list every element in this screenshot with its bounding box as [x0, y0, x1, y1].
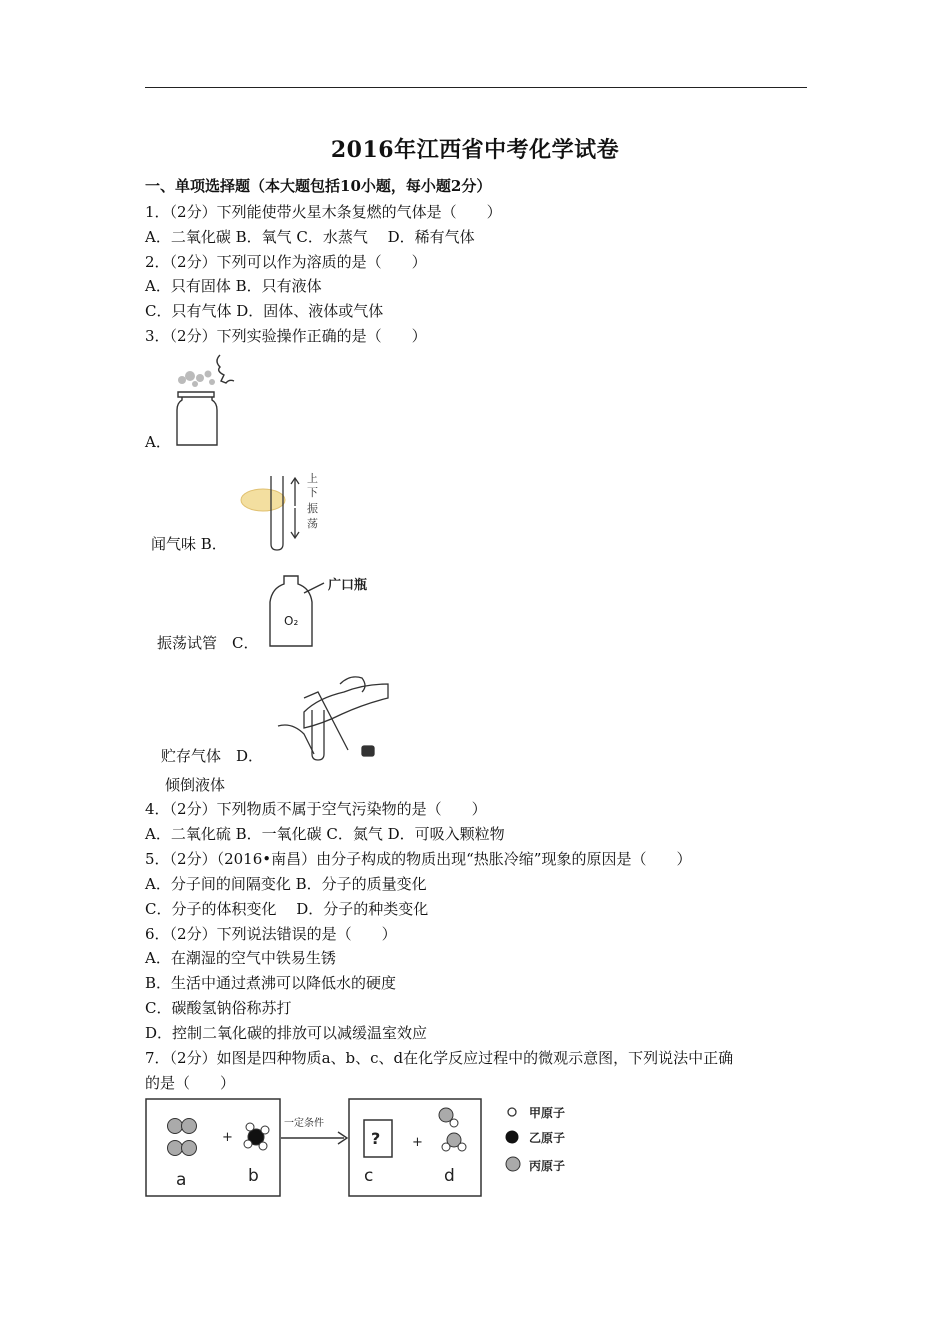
q6-option-c: C．碳酸氢钠俗称苏打 — [145, 999, 292, 1017]
legend-yi: 乙原子 — [529, 1131, 566, 1145]
bottle-label: 广口瓶 — [328, 578, 368, 593]
q5-stem: 5．（2分）（2016•南昌）由分子构成的物质出现“热胀冷缩”现象的原因是（ ） — [145, 850, 692, 868]
plus-sign: + — [222, 1130, 233, 1145]
q1-options: A．二氧化碳 B．氧气 C．水蒸气 D．稀有气体 — [145, 228, 475, 246]
label-c: c — [364, 1166, 374, 1186]
q3-caption-c-label-d: 贮存气体 D． — [161, 747, 264, 765]
q3-caption-d: 倾倒液体 — [165, 776, 226, 794]
legend-bing: 丙原子 — [529, 1159, 566, 1173]
label-d: d — [444, 1166, 455, 1186]
header-rule — [145, 87, 807, 88]
q3-stem: 3．（2分）下列实验操作正确的是（ ） — [145, 327, 427, 345]
q4-options: A．二氧化硫 B．一氧化碳 C．氮气 D．可吸入颗粒物 — [145, 825, 505, 843]
q5-options-cd: C．分子的体积变化 D．分子的种类变化 — [145, 900, 429, 918]
gas-bottle-figure — [268, 573, 388, 653]
pour-liquid-figure — [272, 670, 397, 762]
shake-label-char: 下 — [307, 486, 318, 499]
q3-caption-b-label-c: 振荡试管 C． — [157, 634, 259, 652]
q6-option-a: A．在潮湿的空气中铁易生锈 — [145, 949, 336, 967]
unknown-mark: ? — [371, 1129, 381, 1148]
q6-stem: 6．（2分）下列说法错误的是（ ） — [145, 925, 397, 943]
q3-label-a: A． — [145, 433, 171, 451]
shake-tube-figure — [235, 468, 335, 554]
label-b: b — [248, 1166, 259, 1186]
q7-stem-line2: 的是（ ） — [145, 1074, 236, 1092]
plus-sign-2: + — [412, 1135, 423, 1150]
q3-caption-a-label-b: 闻气味 B． — [151, 535, 227, 553]
shake-label-char: 荡 — [307, 517, 318, 530]
bottle-formula: O₂ — [284, 614, 299, 628]
reaction-diagram — [144, 1096, 584, 1200]
q6-option-b: B．生活中通过煮沸可以降低水的硬度 — [145, 974, 397, 992]
q4-stem: 4．（2分）下列物质不属于空气污染物的是（ ） — [145, 800, 487, 818]
q6-option-d: D．控制二氧化碳的排放可以减缓温室效应 — [145, 1024, 428, 1042]
section-heading: 一、单项选择题（本大题包括10小题，每小题2分） — [145, 177, 492, 195]
condition-label: 一定条件 — [284, 1118, 324, 1129]
legend-jia: 甲原子 — [529, 1106, 566, 1120]
q7-stem-line1: 7．（2分）如图是四种物质a、b、c、d在化学反应过程中的微观示意图，下列说法中正确 — [145, 1049, 734, 1067]
q2-options-ab: A．只有固体 B．只有液体 — [145, 277, 322, 295]
shake-label-char: 上 — [307, 472, 318, 485]
page-title: 2016年江西省中考化学试卷 — [330, 137, 620, 163]
smell-gas-figure — [170, 350, 245, 450]
q5-options-ab: A．分子间的间隔变化 B．分子的质量变化 — [145, 875, 427, 893]
label-a: a — [176, 1170, 187, 1190]
shake-label-char: 振 — [307, 502, 318, 515]
q1-stem: 1．（2分）下列能使带火星木条复燃的气体是（ ） — [145, 203, 502, 221]
q2-options-cd: C．只有气体 D．固体、液体或气体 — [145, 302, 384, 320]
q2-stem: 2．（2分）下列可以作为溶质的是（ ） — [145, 253, 427, 271]
